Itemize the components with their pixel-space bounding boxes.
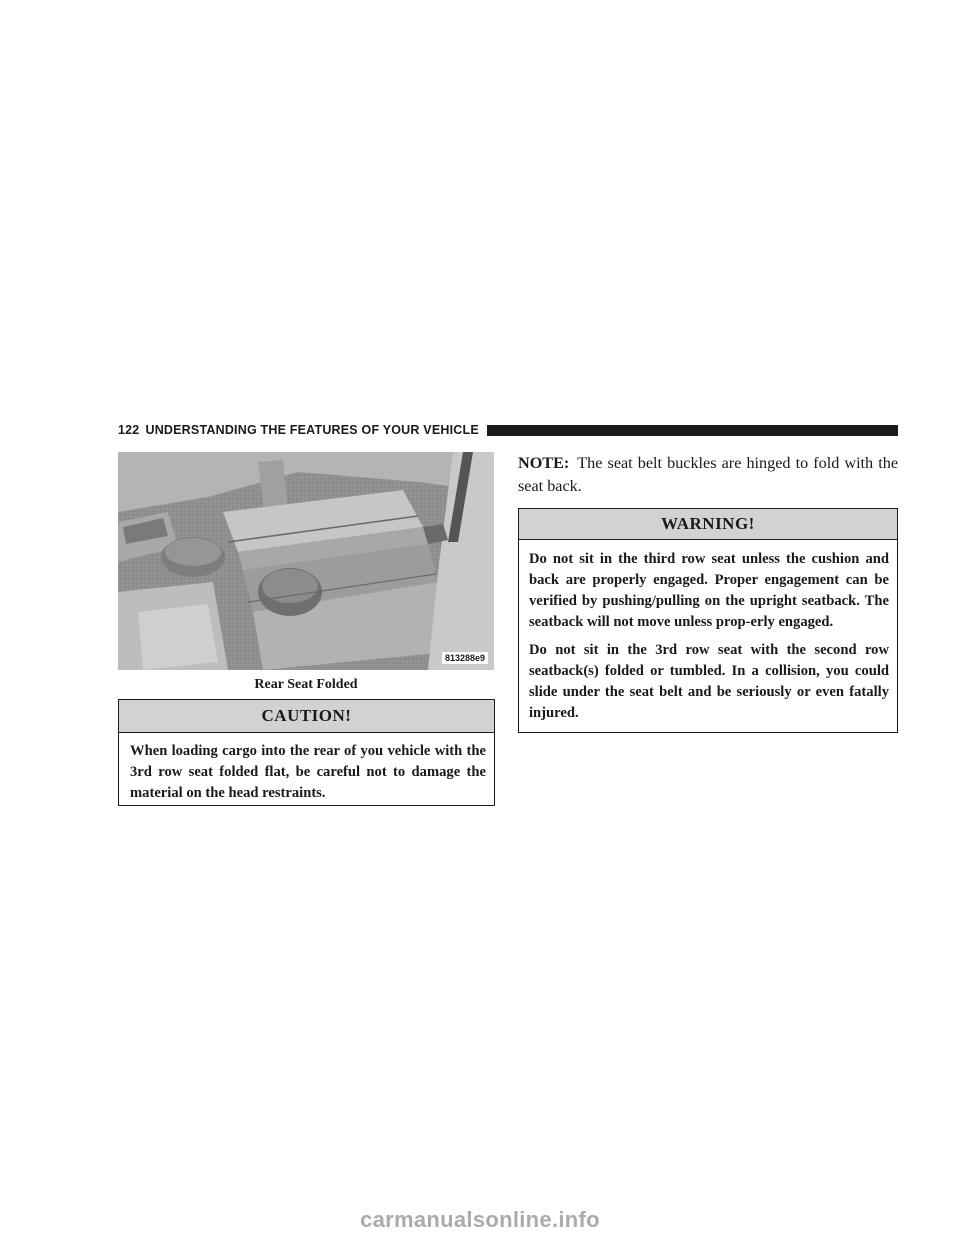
caution-body (119, 733, 494, 804)
rear-seat-illustration-svg (118, 452, 494, 670)
figure-code: 813288e9 (442, 652, 488, 664)
warning-body (519, 540, 897, 724)
warning-title: WARNING! (519, 509, 897, 540)
caution-title: CAUTION! (119, 700, 494, 733)
caution-text: When loading cargo into the rear of you vehicle with the 3rd row seat folded flat, be careful not to damage the material on the head restraints. (130, 743, 486, 801)
figure-caption: Rear Seat Folded (254, 677, 358, 692)
rear-seat-folded-illustration (118, 452, 494, 670)
caution-box (118, 699, 495, 806)
page-number: 122 (118, 423, 140, 437)
note-text: The seat belt buckles are hinged to fold with the seat back. (518, 454, 898, 495)
watermark: carmanualsonline.info (360, 1207, 600, 1232)
section-title: UNDERSTANDING THE FEATURES OF YOUR VEHICLE (145, 423, 479, 437)
note-paragraph (518, 452, 898, 498)
page-header (118, 422, 898, 438)
warning-box (518, 508, 898, 733)
warning-paragraph: Do not sit in the 3rd row seat with the second row seatback(s) folded or tumbled. In a collision, you could slide under the seat belt and be seriously or even fatally injured. (529, 642, 889, 721)
header-rule (487, 425, 898, 436)
warning-paragraph: Do not sit in the third row seat unless the cushion and back are properly engaged. Proper engagement can be verified by pushing/pulling on the upright seatback. The seatback will not move unless prop-erly engaged. (529, 551, 889, 630)
note-label: NOTE: (518, 454, 570, 472)
